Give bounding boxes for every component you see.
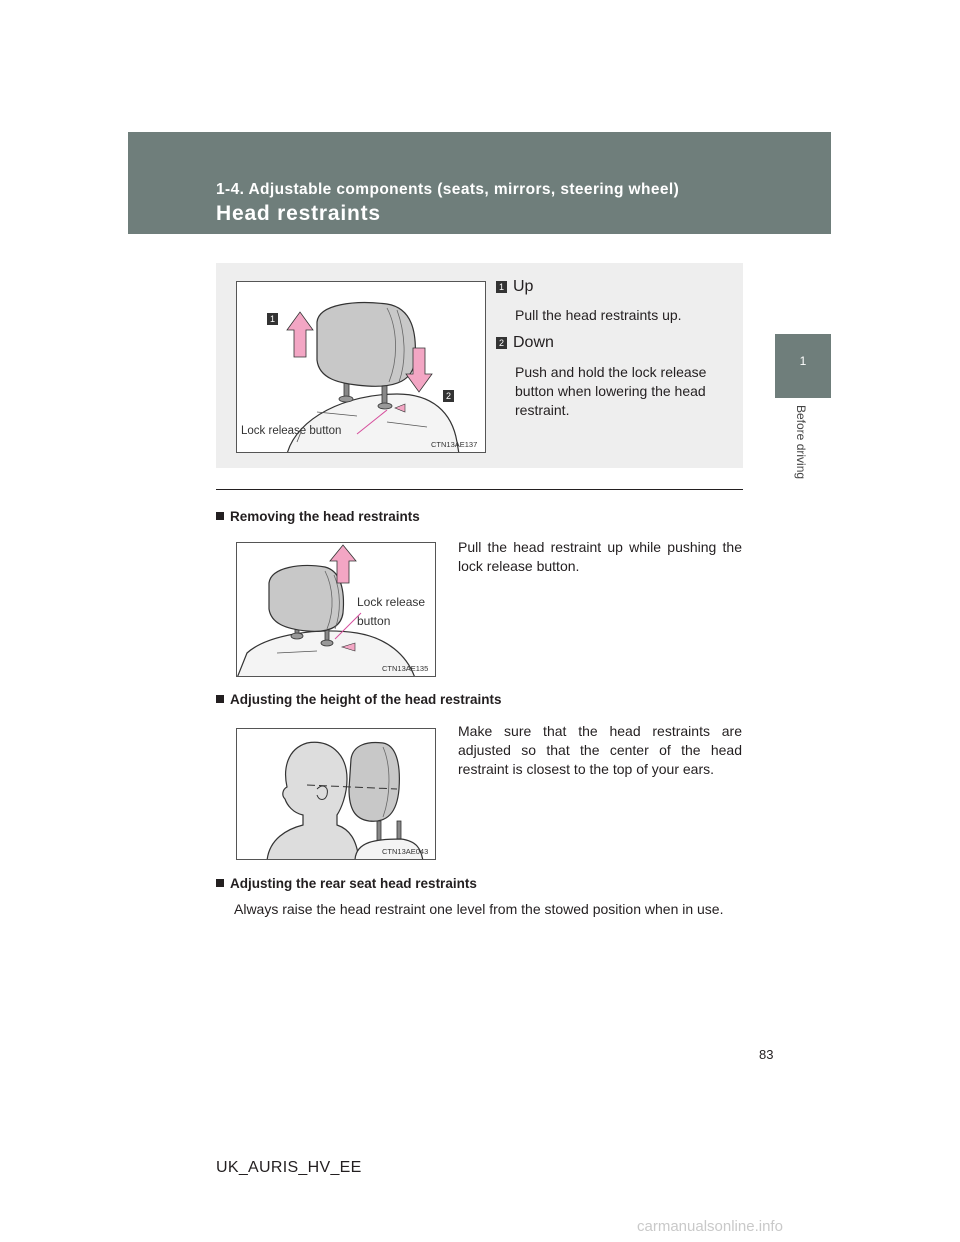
subheading-removing: Removing the head restraints bbox=[216, 509, 420, 524]
section-divider bbox=[216, 489, 743, 490]
adjusting-height-text: Make sure that the head restraints are adjusted so that the center of the head restraint is closest to the top of your ears. bbox=[458, 723, 742, 777]
step-number: 1 bbox=[496, 281, 507, 293]
chapter-side-label bbox=[790, 405, 812, 495]
removing-text: Pull the head restraint up while pushing the lock release button. bbox=[458, 539, 742, 574]
figure-code: CTN13AE137 bbox=[431, 440, 478, 449]
rear-seat-text: Always raise the head restraint one level from the stowed position when in use. bbox=[234, 901, 724, 917]
bullet-square-icon bbox=[216, 695, 224, 703]
chapter-tab[interactable] bbox=[775, 334, 831, 398]
removing-figure bbox=[236, 542, 436, 677]
lock-release-callout: Lock release button bbox=[241, 425, 342, 437]
step-up-title: 1 Up bbox=[496, 278, 533, 296]
marker-2: 2 bbox=[445, 391, 451, 401]
figure-code: CTN13AE043 bbox=[382, 847, 429, 856]
figure-code: CTN13AE135 bbox=[382, 664, 429, 673]
subheading-rear-seat: Adjusting the rear seat head restraints bbox=[216, 876, 477, 891]
section-title: 1-4. Adjustable components (seats, mirrors, steering wheel) bbox=[216, 181, 680, 198]
adjusting-height-illustration bbox=[237, 729, 436, 860]
lock-release-callout: Lock release button bbox=[357, 595, 426, 628]
subheading-adjusting-height: Adjusting the height of the head restraints bbox=[216, 692, 502, 707]
watermark[interactable]: carmanualsonline.info bbox=[637, 1218, 783, 1235]
footer-code: UK_AURIS_HV_EE bbox=[216, 1159, 362, 1176]
step-down-desc: Push and hold the lock release button when lowering the head restraint. bbox=[515, 364, 707, 418]
bullet-square-icon bbox=[216, 879, 224, 887]
step-number: 2 bbox=[496, 337, 507, 349]
step-down-title: 2 Down bbox=[496, 334, 554, 352]
head-restraint-panel bbox=[216, 263, 743, 468]
step-up-desc: Pull the head restraints up. bbox=[515, 307, 682, 323]
page-number: 83 bbox=[759, 1047, 774, 1062]
head-restraint-adjust-figure bbox=[236, 281, 486, 453]
adjusting-height-figure bbox=[236, 728, 436, 860]
marker-1: 1 bbox=[269, 314, 275, 324]
chapter-number: 1 bbox=[799, 354, 807, 368]
chapter-label-text: Before driving bbox=[794, 405, 808, 480]
bullet-square-icon bbox=[216, 512, 224, 520]
page-title: Head restraints bbox=[216, 202, 381, 225]
